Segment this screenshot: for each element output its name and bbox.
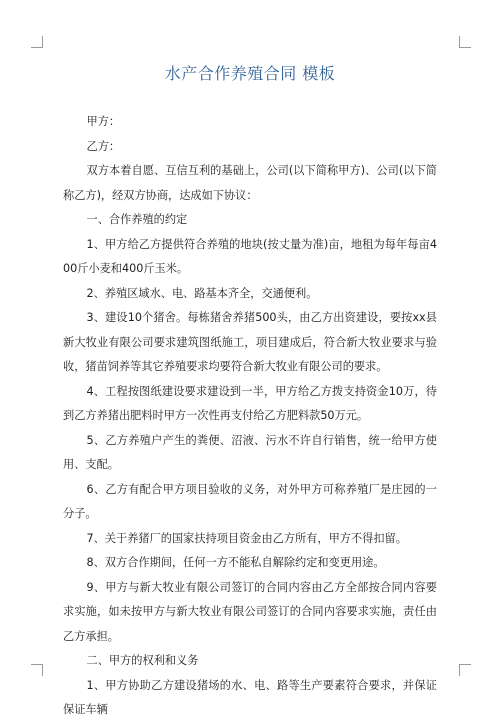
crop-mark-bottom-right <box>459 664 471 676</box>
crop-mark-top-left <box>31 36 43 48</box>
preamble-paragraph: 双方本着自愿、互信互利的基础上，公司(以下简称甲方)、公司(以下简称乙方)，经双方协商，达成如下协议： <box>63 164 437 202</box>
section-heading-2: 二、甲方的权利和义务 <box>86 654 199 667</box>
party-b-line: 乙方： <box>86 139 121 153</box>
clause-2: 2、养殖区域水、电、路基本齐全，交通便利。 <box>86 286 318 300</box>
clause-6: 6、乙方有配合甲方项目验收的义务，对外甲方可称养殖厂是庄园的一分子。 <box>63 482 437 520</box>
document-title: 水产合作养殖合同 模板 <box>164 64 336 83</box>
clause-2-1: 1、甲方协助乙方建设猪场的水、电、路等生产要素符合要求，并保证保证车辆 <box>63 678 437 716</box>
crop-mark-bottom-left <box>31 664 43 676</box>
section-heading-1: 一、合作养殖的约定 <box>86 213 188 226</box>
clause-8: 8、双方合作期间，任何一方不能私自解除约定和变更用途。 <box>86 556 385 569</box>
clause-9: 9、甲方与新大牧业有限公司签订的合同内容由乙方全部按合同内容要求实施，如未按甲方与新大牧业有限公司签订的合同内容要求实施，责任由乙方承担。 <box>63 580 437 643</box>
document-body <box>63 110 437 723</box>
clause-7: 7、关于养猪厂的国家扶持项目资金由乙方所有，甲方不得扣留。 <box>86 531 407 545</box>
clause-5: 5、乙方养殖户产生的粪便、沼液、污水不许自行销售，统一给甲方使用、支配。 <box>63 433 437 471</box>
crop-mark-top-right <box>459 36 471 48</box>
party-a-line: 甲方： <box>86 115 121 128</box>
clause-3: 3、建设10个猪舍。每栋猪舍养猪500头，由乙方出资建设，要按xx县新大牧业有限公司要求建筑图纸施工，项目建成后，符合新大牧业要求与验收，猪苗饲养等其它养殖要求均要符合新大牧业有限公司的要求。 <box>63 311 437 373</box>
clause-1: 1、甲方给乙方提供符合养殖的地块(按丈量为准)亩，地租为每年每亩400斤小麦和400斤玉米。 <box>63 237 437 275</box>
clause-4: 4、工程按图纸建设要求建设到一半，甲方给乙方拨支持资金10万，待到乙方养猪出肥料时甲方一次性再支付给乙方肥料款50万元。 <box>63 384 437 422</box>
